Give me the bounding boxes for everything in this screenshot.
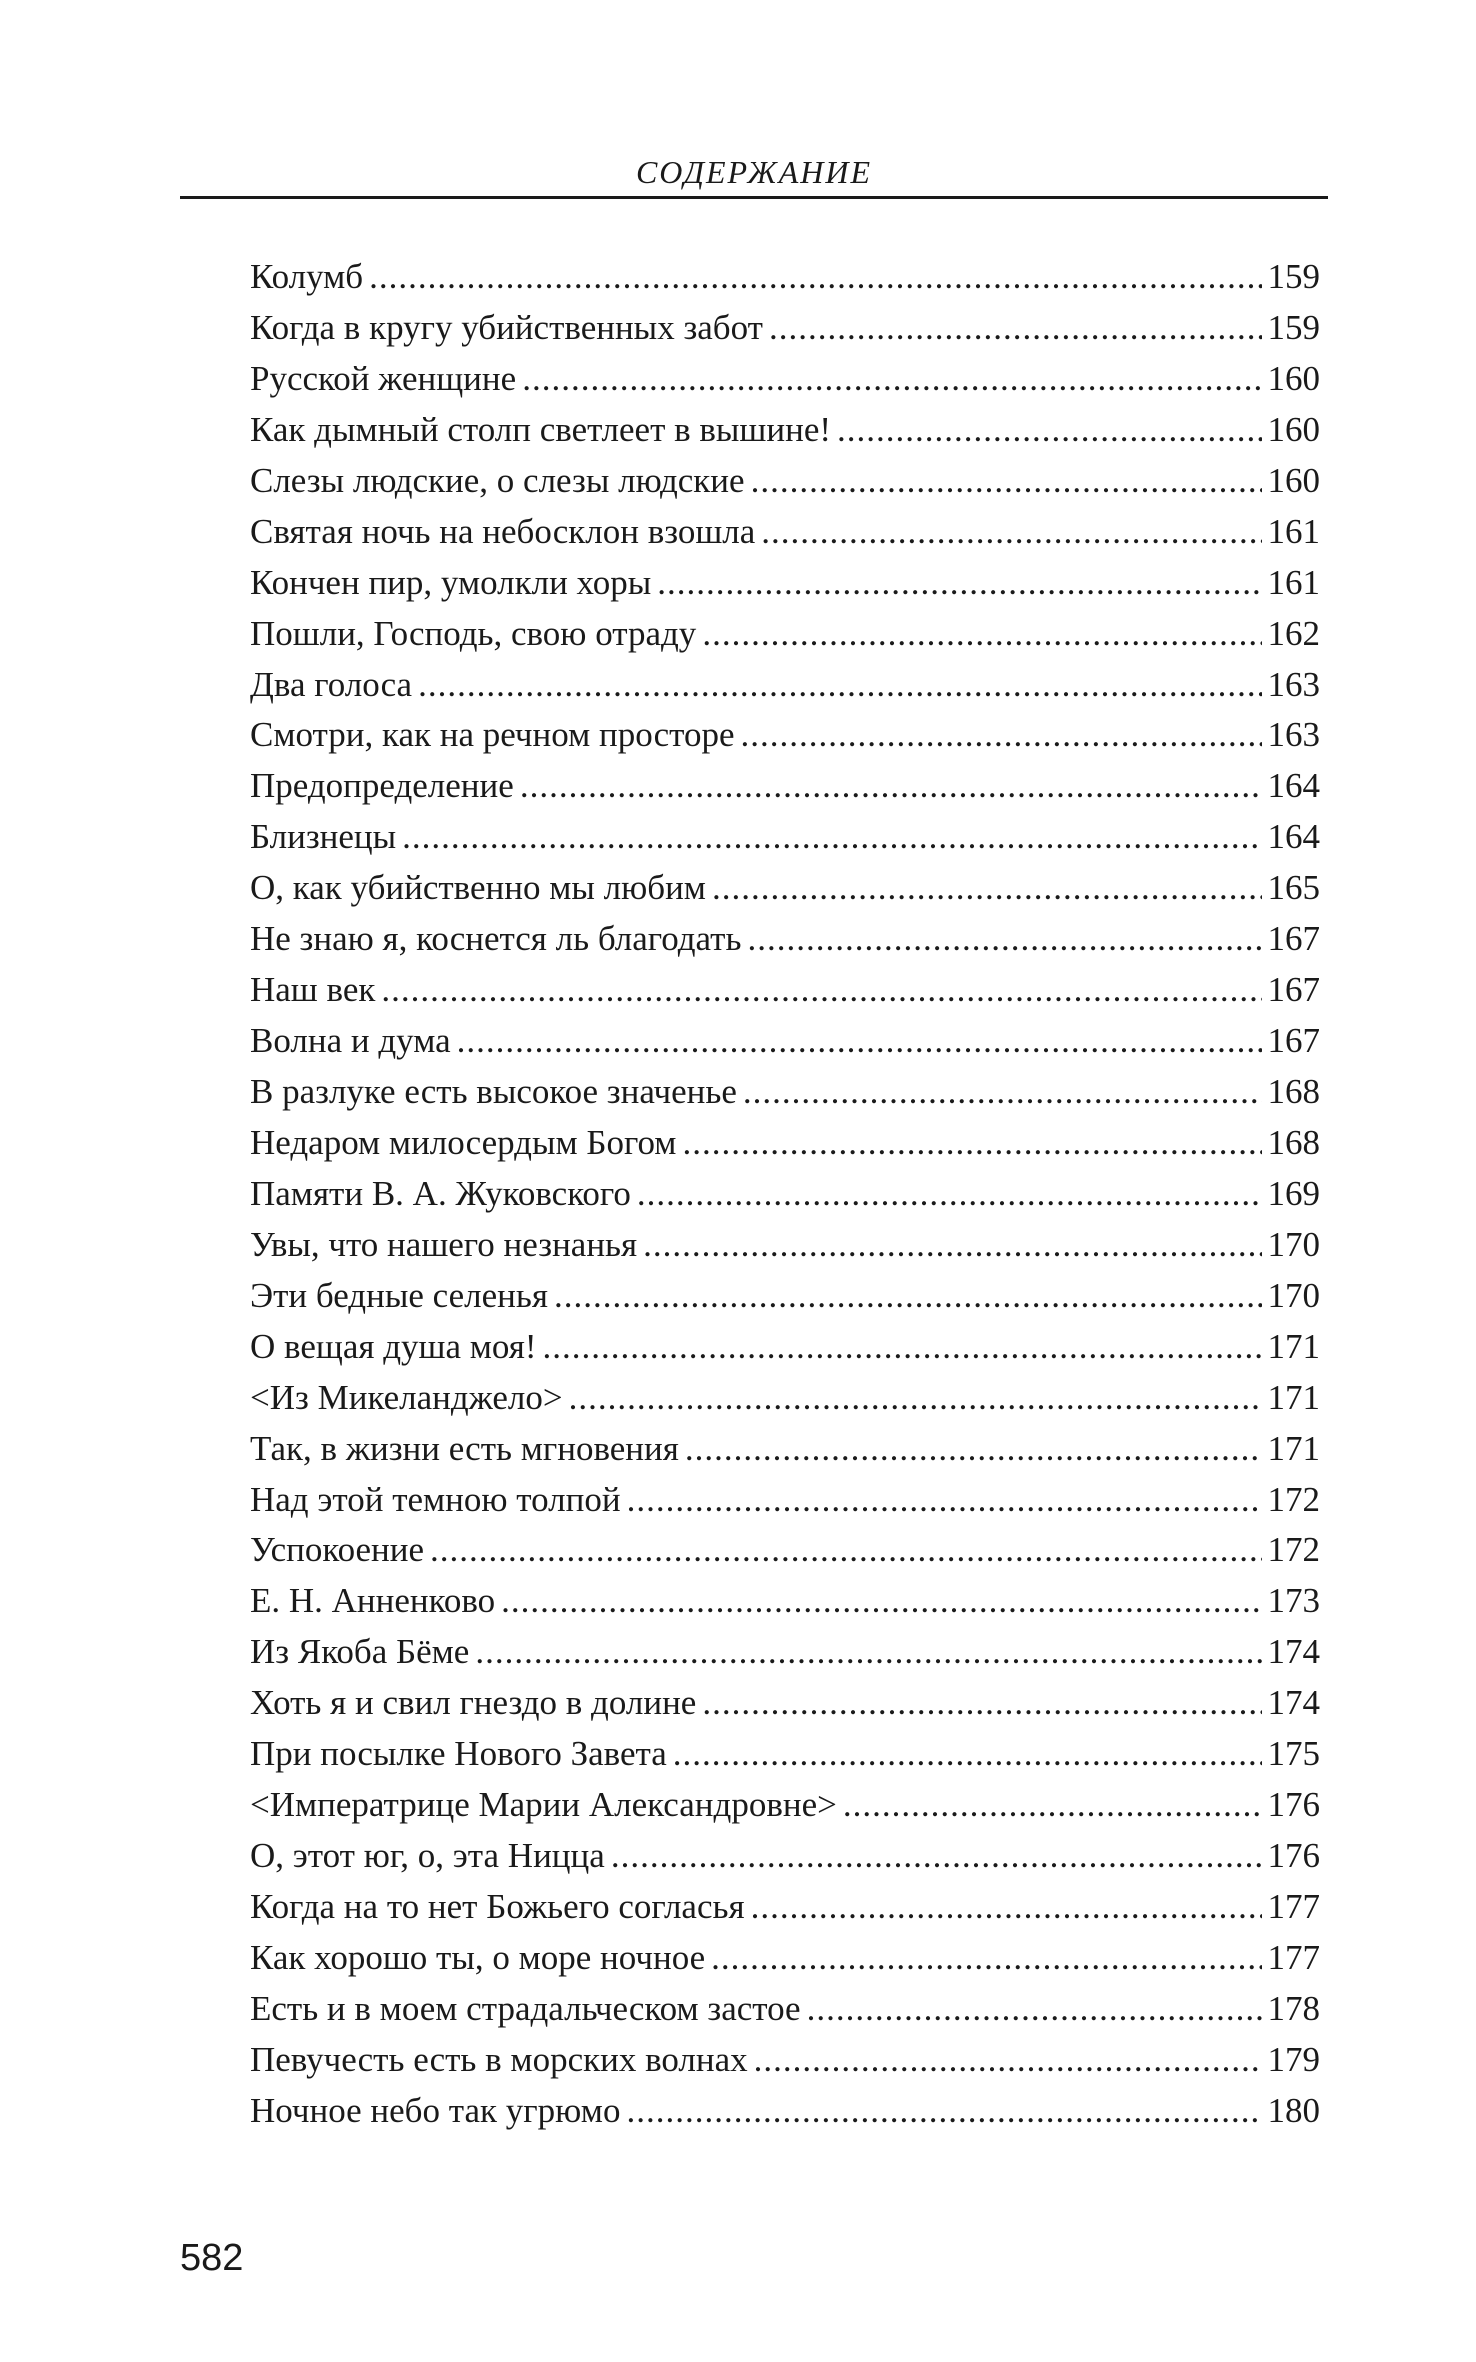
toc-entry-page: 162 (1267, 613, 1320, 653)
toc-entry-title: Святая ночь на небосклон взошла (250, 507, 761, 558)
toc-dot-leader (751, 456, 1262, 507)
toc-entry-title: Есть и в моем страдальческом застое (250, 1984, 807, 2035)
toc-entry (250, 812, 1320, 863)
toc-entry (250, 1576, 1320, 1627)
toc-entry (250, 456, 1320, 507)
toc-entry-title: <Императрице Марии Александровне> (250, 1780, 843, 1831)
toc-entry (250, 1729, 1320, 1780)
toc-entry (250, 405, 1320, 456)
toc-entry-title: Когда на то нет Божьего согласья (250, 1882, 751, 1933)
toc-entry (250, 1424, 1320, 1475)
toc-entry (250, 1882, 1320, 1933)
toc-entry-page: 172 (1267, 1479, 1320, 1519)
toc-dot-leader (657, 558, 1261, 609)
toc-dot-leader (685, 1424, 1262, 1475)
toc-entry (250, 660, 1320, 711)
toc-entry-title: Наш век (250, 965, 381, 1016)
toc-entry (250, 1475, 1320, 1526)
toc-entry-title: Певучесть есть в морских волнах (250, 2035, 754, 2086)
toc-entry-page: 168 (1267, 1122, 1320, 1162)
toc-entry-page: 164 (1267, 766, 1320, 806)
toc-entry-title: Хоть я и свил гнездо в долине (250, 1678, 702, 1729)
toc-dot-leader (769, 303, 1262, 354)
toc-dot-leader (754, 2035, 1262, 2086)
toc-dot-leader (520, 761, 1262, 812)
toc-dot-leader (643, 1220, 1261, 1271)
toc-dot-leader (522, 354, 1261, 405)
toc-dot-leader (702, 609, 1261, 660)
toc-entry-page: 180 (1267, 2090, 1320, 2130)
page-number: 582 (180, 2237, 244, 2279)
toc-entry-title: Колумб (250, 252, 369, 303)
toc-entry-title: Над этой темною толпой (250, 1475, 627, 1526)
toc-entry (250, 1831, 1320, 1882)
toc-entry-page: 169 (1267, 1173, 1320, 1213)
toc-entry-title: Слезы людские, о слезы людские (250, 456, 751, 507)
toc-entry-title: При посылке Нового Завета (250, 1729, 673, 1780)
toc-entry-title: Кончен пир, умолкли хоры (250, 558, 657, 609)
toc-entry-title: Два голоса (250, 660, 418, 711)
toc-entry-page: 174 (1267, 1632, 1320, 1672)
toc-entry-page: 178 (1267, 1988, 1320, 2028)
toc-entry-title: Так, в жизни есть мгновения (250, 1424, 685, 1475)
toc-entry-title: Русской женщине (250, 354, 522, 405)
toc-entry-page: 168 (1267, 1072, 1320, 1111)
toc-entry-title: Из Якоба Бёме (250, 1627, 475, 1678)
toc-dot-leader (711, 1933, 1261, 1984)
toc-entry-page: 160 (1267, 358, 1320, 398)
toc-dot-leader (807, 1984, 1262, 2035)
toc-entry (250, 1271, 1320, 1322)
toc-entry-title: Эти бедные селенья (250, 1271, 554, 1322)
toc-entry (250, 1220, 1320, 1271)
toc-entry-title: Памяти В. А. Жуковского (250, 1169, 637, 1220)
toc-entry-title: <Из Микеланджело> (250, 1373, 569, 1424)
toc-dot-leader (381, 965, 1261, 1016)
toc-dot-leader (611, 1831, 1262, 1882)
toc-entry-page: 176 (1267, 1785, 1320, 1825)
toc-entry-title: О, как убийственно мы любим (250, 863, 712, 914)
toc-entry-title: Успокоение (250, 1525, 430, 1576)
toc-entry-page: 161 (1267, 562, 1320, 602)
toc-entry-page: 160 (1267, 460, 1320, 500)
toc-entry-title: В разлуке есть высокое значенье (250, 1067, 743, 1118)
toc-entry-page: 171 (1267, 1326, 1320, 1366)
toc-entry-page: 167 (1267, 970, 1320, 1010)
toc-entry-page: 171 (1267, 1377, 1320, 1417)
toc-entry (250, 1627, 1320, 1678)
toc-entry (250, 1678, 1320, 1729)
toc-dot-leader (682, 1118, 1261, 1169)
toc-entry-page: 170 (1267, 1275, 1320, 1315)
toc-dot-leader (751, 1882, 1262, 1933)
toc-dot-leader (554, 1271, 1262, 1322)
toc-entry-page: 174 (1267, 1683, 1320, 1723)
toc-dot-leader (712, 863, 1262, 914)
toc-entry (250, 558, 1320, 609)
toc-entry-page: 175 (1267, 1734, 1320, 1774)
toc-entry-title: Близнецы (250, 812, 402, 863)
toc-entry-title: Пошли, Господь, свою отраду (250, 609, 702, 660)
toc-entry (250, 354, 1320, 405)
toc-entry (250, 1322, 1320, 1373)
toc-dot-leader (741, 710, 1262, 761)
toc-dot-leader (626, 2086, 1261, 2137)
toc-entry-page: 177 (1267, 1887, 1320, 1926)
toc-entry (250, 1984, 1320, 2035)
toc-entry (250, 965, 1320, 1016)
toc-dot-leader (837, 405, 1261, 456)
toc-entry (250, 863, 1320, 914)
toc-dot-leader (430, 1525, 1261, 1576)
toc-dot-leader (369, 252, 1261, 303)
toc-entry (250, 2035, 1320, 2086)
toc-entry-page: 163 (1267, 664, 1320, 704)
toc-entry (250, 710, 1320, 761)
toc-entry-title: Как хорошо ты, о море ночное (250, 1933, 711, 1984)
toc-entry-page: 171 (1267, 1428, 1320, 1468)
toc-entry-page: 164 (1267, 817, 1320, 857)
toc-entry-page: 165 (1267, 868, 1320, 908)
toc-dot-leader (402, 812, 1261, 863)
toc-entry (250, 1118, 1320, 1169)
toc-dot-leader (743, 1067, 1262, 1118)
toc-dot-leader (673, 1729, 1262, 1780)
toc-entry-title: Недаром милосердым Богом (250, 1118, 682, 1169)
toc-entry-title: Как дымный столп светлеет в вышине! (250, 405, 837, 456)
toc-entry-page: 160 (1267, 409, 1320, 449)
toc-entry (250, 1525, 1320, 1576)
toc-dot-leader (761, 507, 1261, 558)
toc-entry-title: О вещая душа моя! (250, 1322, 543, 1373)
toc-dot-leader (627, 1475, 1262, 1526)
toc-dot-leader (475, 1627, 1261, 1678)
toc-entry (250, 1016, 1320, 1067)
toc-entry (250, 303, 1320, 354)
toc-entry-title: Когда в кругу убийственных забот (250, 303, 769, 354)
toc-entry (250, 1780, 1320, 1831)
toc-entry-page: 163 (1267, 715, 1320, 755)
toc-entry-title: О, этот юг, о, эта Ницца (250, 1831, 611, 1882)
toc-entry (250, 761, 1320, 812)
toc-dot-leader (569, 1373, 1262, 1424)
toc-entry-page: 179 (1267, 2039, 1320, 2079)
toc-entry-title: Предопределение (250, 761, 520, 812)
toc-entry (250, 609, 1320, 660)
toc-entry-page: 176 (1267, 1836, 1320, 1876)
toc-entry-title: Ночное небо так угрюмо (250, 2086, 626, 2137)
toc-entry-page: 161 (1267, 511, 1320, 551)
toc-entry-page: 170 (1267, 1224, 1320, 1264)
toc-entry-page: 173 (1267, 1581, 1320, 1621)
toc-dot-leader (747, 914, 1261, 965)
toc-entry (250, 1169, 1320, 1220)
toc-entry-title: Волна и дума (250, 1016, 457, 1067)
toc-entry (250, 507, 1320, 558)
running-head: СОДЕРЖАНИЕ (635, 154, 873, 190)
toc-entry-page: 167 (1267, 919, 1320, 959)
toc-entry-title: Увы, что нашего незнанья (250, 1220, 643, 1271)
toc-dot-leader (843, 1780, 1262, 1831)
toc-dot-leader (501, 1576, 1261, 1627)
toc-entry-title: Смотри, как на речном просторе (250, 710, 741, 761)
toc-entry-page: 172 (1267, 1530, 1320, 1570)
toc-dot-leader (637, 1169, 1262, 1220)
toc-entry (250, 1933, 1320, 1984)
toc-entry-page: 167 (1267, 1021, 1320, 1061)
toc-entry (250, 2086, 1320, 2137)
toc-entry-title: Не знаю я, коснется ль благодать (250, 914, 747, 965)
toc-entry (250, 1067, 1320, 1118)
toc-entry-page: 159 (1267, 307, 1320, 347)
toc-dot-leader (418, 660, 1261, 711)
toc-entry-page: 177 (1267, 1937, 1320, 1977)
toc-dot-leader (543, 1322, 1262, 1373)
header-rule (180, 196, 1328, 199)
toc-entry (250, 1373, 1320, 1424)
toc-dot-leader (457, 1016, 1262, 1067)
toc-entry (250, 252, 1320, 303)
toc-dot-leader (702, 1678, 1261, 1729)
toc-entry (250, 914, 1320, 965)
toc-entry-title: Е. Н. Анненково (250, 1576, 501, 1627)
table-of-contents (250, 252, 1320, 2137)
toc-entry-page: 159 (1267, 257, 1320, 296)
